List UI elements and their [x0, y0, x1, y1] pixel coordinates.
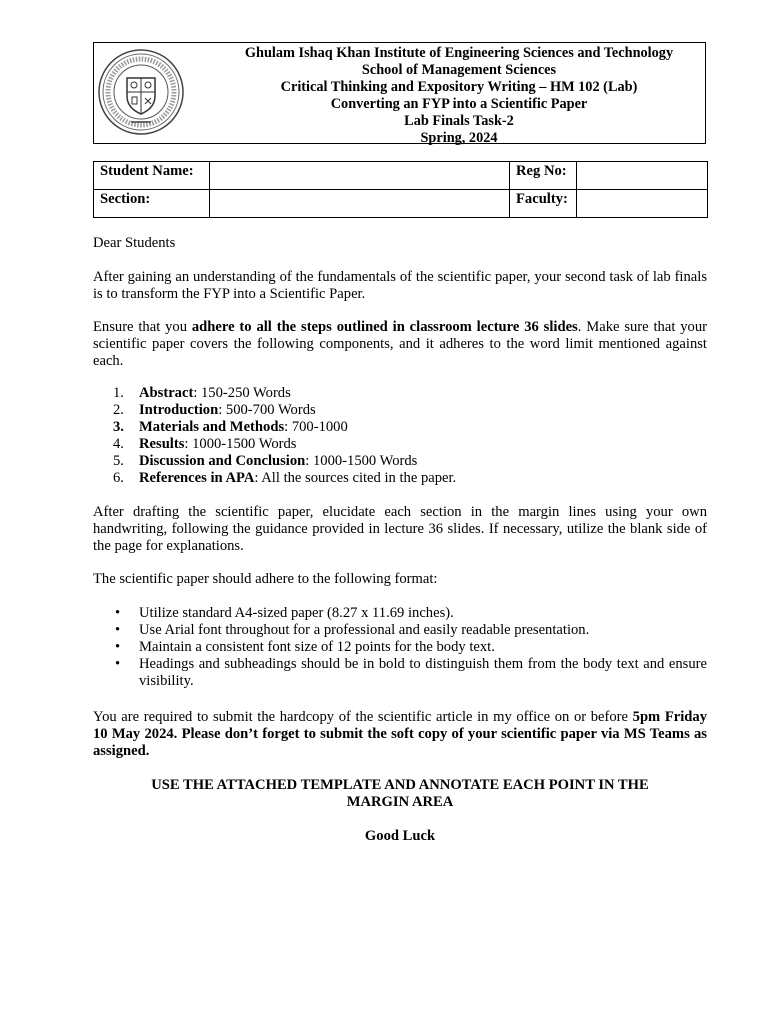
format-intro-paragraph: The scientific paper should adhere to the following format: [93, 571, 438, 587]
student-name-label: Student Name: [94, 162, 210, 190]
list-item [93, 385, 693, 402]
requirements-text-start: Ensure that you [93, 319, 192, 335]
faculty-field[interactable] [577, 190, 708, 218]
student-info-table [93, 161, 708, 218]
reg-no-field[interactable] [577, 162, 708, 190]
school-name: School of Management Sciences [361, 62, 557, 78]
task-title: Converting an FYP into a Scientific Paper [330, 96, 588, 112]
requirements-paragraph [93, 319, 707, 370]
format-item-text: Use Arial font throughout for a professional and easily readable presentation. [139, 622, 590, 638]
table-row [94, 190, 708, 218]
component-limit: : 150-250 Words [193, 385, 291, 401]
faculty-label: Faculty: [510, 190, 577, 218]
list-number: 4. [113, 436, 124, 452]
bullet-icon: • [115, 656, 121, 672]
task-number: Lab Finals Task-2 [404, 113, 514, 129]
component-name: Introduction [139, 402, 219, 418]
submission-deadline-bold: 5pm Friday 10 May 2024. Please don’t forget to submit the soft copy of your scientific paper via MS Teams as assigned. [93, 709, 707, 759]
annotation-paragraph: After drafting the scientific paper, elucidate each section in the margin lines using your own handwriting, following the guidance provided in lecture 36 slides. If necessary, utilize the blank side of the page for explanations. [93, 504, 707, 554]
requirements-text-bold: adhere to all the steps outlined in classroom lecture 36 slides [191, 319, 578, 335]
format-item-text: Maintain a consistent font size of 12 points for the body text. [139, 639, 495, 655]
closing-text: Good Luck [364, 828, 436, 844]
section-field[interactable] [210, 190, 510, 218]
section-label: Section: [94, 190, 210, 218]
format-item-text: Headings and subheadings should be in bold to distinguish them from the body text and ensure visibility. [139, 656, 707, 689]
list-item [93, 656, 707, 690]
student-name-field[interactable] [210, 162, 510, 190]
format-item-text: Utilize standard A4-sized paper (8.27 x 11.69 inches). [139, 605, 454, 621]
reg-no-label: Reg No: [510, 162, 577, 190]
bullet-icon: • [115, 605, 121, 621]
institute-name: Ghulam Ishaq Khan Institute of Engineering Sciences and Technology [244, 45, 674, 61]
list-number: 3. [113, 419, 124, 435]
component-limit: : 1000-1500 Words [184, 436, 297, 452]
list-number: 6. [113, 470, 124, 486]
components-list [93, 385, 693, 487]
list-number: 1. [113, 385, 124, 401]
list-item [93, 419, 693, 436]
template-instruction: USE THE ATTACHED TEMPLATE AND ANNOTATE EACH POINT IN THE MARGIN AREA [151, 777, 649, 810]
component-name: Discussion and Conclusion [139, 453, 306, 469]
component-name: Results [139, 436, 185, 452]
institute-seal-logo [97, 48, 185, 136]
submission-text-start: You are required to submit the hardcopy of the scientific article in my office on or before [93, 709, 633, 725]
greeting: Dear Students [93, 235, 176, 251]
component-name: Materials and Methods [139, 419, 285, 435]
semester: Spring, 2024 [420, 130, 498, 146]
component-limit: : 700-1000 [284, 419, 348, 435]
header-title-block [214, 45, 704, 147]
component-limit: : 1000-1500 Words [305, 453, 418, 469]
list-number: 2. [113, 402, 124, 418]
bullet-icon: • [115, 639, 121, 655]
list-item [93, 453, 693, 470]
intro-paragraph: After gaining an understanding of the fundamentals of the scientific paper, your second task of lab finals is to transform the FYP into a Scientific Paper. [93, 269, 707, 302]
list-item [93, 605, 707, 622]
requirements-text-end: . Make sure that your scientific paper covers the following components, and it adheres to the word limit mentioned against each. [93, 319, 707, 369]
component-limit: : 500-700 Words [218, 402, 316, 418]
list-item [93, 639, 707, 656]
component-name: Abstract [139, 385, 194, 401]
list-item [93, 402, 693, 419]
list-item [93, 622, 707, 639]
bullet-icon: • [115, 622, 121, 638]
list-item [93, 436, 693, 453]
submission-paragraph [93, 709, 707, 760]
table-row [94, 162, 708, 190]
course-title: Critical Thinking and Expository Writing – HM 102 (Lab) [280, 79, 638, 95]
list-item [93, 470, 693, 487]
format-list [93, 605, 707, 690]
component-limit: : All the sources cited in the paper. [254, 470, 457, 486]
list-number: 5. [113, 453, 124, 469]
header-box [93, 42, 706, 144]
component-name: References in APA [139, 470, 255, 486]
